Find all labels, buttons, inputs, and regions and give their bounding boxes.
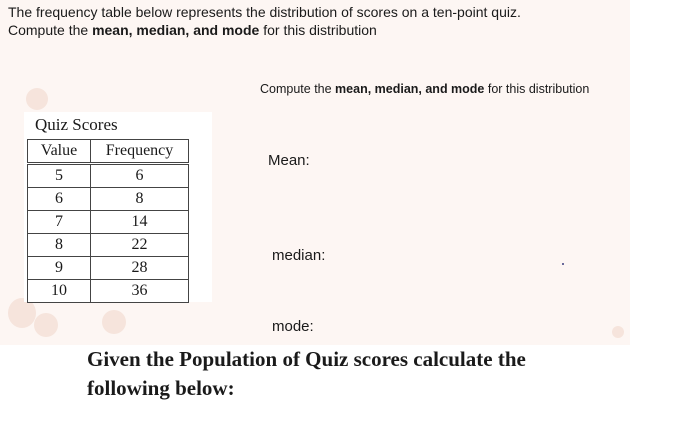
given-line-1: Given the Population of Quiz scores calculate the bbox=[87, 347, 526, 371]
intro-text bbox=[8, 3, 521, 39]
cell-frequency: 22 bbox=[91, 234, 189, 257]
decorative-blob bbox=[26, 88, 48, 110]
table-row bbox=[28, 188, 189, 211]
right-panel-title bbox=[260, 82, 589, 96]
right-title-prefix: Compute the bbox=[260, 82, 336, 96]
table-row bbox=[28, 164, 189, 188]
right-title-bold: mean, median, and mode bbox=[335, 82, 485, 96]
table-row bbox=[28, 211, 189, 234]
cell-value: 7 bbox=[28, 211, 91, 234]
given-line-2: following below: bbox=[87, 376, 235, 400]
right-title-suffix: for this distribution bbox=[484, 82, 590, 96]
intro-line-2-bold: mean, median, and mode bbox=[92, 22, 260, 38]
intro-line-2 bbox=[8, 21, 521, 39]
table-row bbox=[28, 257, 189, 280]
cell-value: 10 bbox=[28, 280, 91, 303]
stray-dot bbox=[562, 263, 564, 265]
table-header-row bbox=[28, 140, 189, 164]
table-row bbox=[28, 280, 189, 303]
intro-line-2-prefix: Compute the bbox=[8, 22, 93, 38]
cell-value: 6 bbox=[28, 188, 91, 211]
cell-frequency: 14 bbox=[91, 211, 189, 234]
cell-value: 9 bbox=[28, 257, 91, 280]
table-title: Quiz Scores bbox=[35, 115, 118, 134]
median-label: median: bbox=[272, 247, 326, 264]
cell-frequency: 28 bbox=[91, 257, 189, 280]
mode-label: mode: bbox=[272, 318, 314, 335]
decorative-blob bbox=[102, 310, 126, 334]
cell-value: 8 bbox=[28, 234, 91, 257]
cell-frequency: 36 bbox=[91, 280, 189, 303]
intro-line-1: The frequency table below represents the distribution of scores on a ten-point quiz. bbox=[8, 4, 521, 20]
cell-value: 5 bbox=[28, 164, 91, 188]
cell-frequency: 6 bbox=[91, 164, 189, 188]
column-header-value: Value bbox=[28, 140, 91, 164]
mean-label: Mean: bbox=[268, 152, 310, 169]
intro-line-2-suffix: for this distribution bbox=[259, 22, 377, 38]
table-row bbox=[28, 234, 189, 257]
cell-frequency: 8 bbox=[91, 188, 189, 211]
decorative-blob bbox=[34, 313, 58, 337]
column-header-frequency: Frequency bbox=[91, 140, 189, 164]
frequency-table bbox=[27, 139, 189, 303]
decorative-blob bbox=[612, 326, 624, 338]
given-heading bbox=[87, 345, 647, 403]
